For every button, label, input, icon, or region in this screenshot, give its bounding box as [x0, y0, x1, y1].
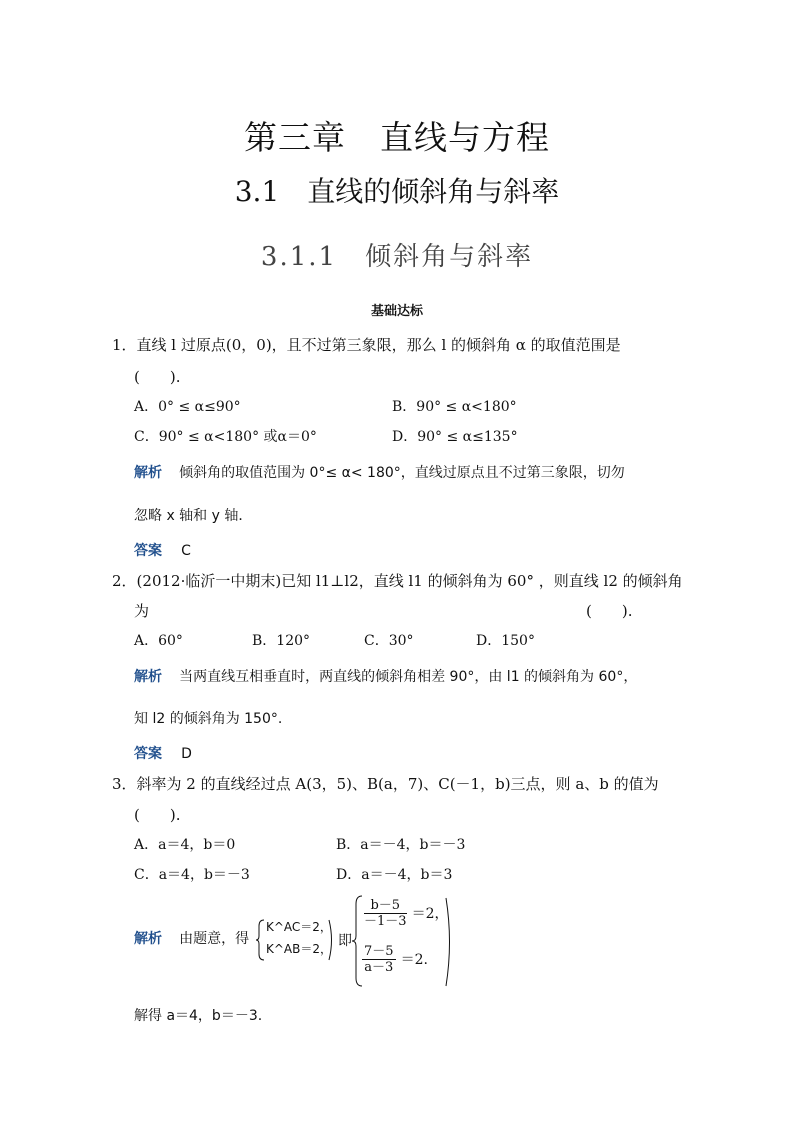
- q3-analysis: [134, 928, 249, 948]
- fraction-1: [364, 898, 407, 929]
- q2-analysis-line1: 当两直线互相垂直时，两直线的倾斜角相差 90°，由 l1 的倾斜角为 60°，: [179, 669, 638, 685]
- q2-option-c: C．30°: [364, 633, 414, 649]
- q3-stem-line1: 3．斜率为 2 的直线经过点 A(3，5)、B(a，7)、C(－1，b)三点，则 a、b 的值为: [112, 775, 659, 793]
- system1-left-brace: [256, 918, 266, 962]
- q1-option-c: C．90° ≤ α<180° 或α＝0°: [134, 429, 317, 445]
- analysis-label: 解析: [134, 931, 162, 947]
- system1-row2: K^AB＝2，: [266, 942, 333, 956]
- q1-option-d: D．90° ≤ α≤135°: [392, 429, 518, 445]
- q2-option-b: B．120°: [252, 633, 311, 649]
- q3-solution: 解得 a＝4，b＝－3.: [134, 1008, 263, 1024]
- q1-option-b: B．90° ≤ α<180°: [392, 399, 517, 415]
- fraction-1-rhs: ＝2，: [411, 906, 449, 922]
- analysis-label: 解析: [134, 465, 162, 481]
- fraction-1-denominator: －1－3: [364, 914, 407, 929]
- q1-stem-line1: 1．直线 l 过原点(0，0)，且不过第三象限，那么 l 的倾斜角 α 的取值范围是: [112, 336, 621, 354]
- subsection-title: 3.1.1 倾斜角与斜率: [260, 242, 534, 272]
- q1-analysis-line2: 忽略 x 轴和 y 轴．: [134, 508, 253, 524]
- section-title: 3.1 直线的倾斜角与斜率: [234, 175, 560, 208]
- q2-stem-line2: 为: [134, 602, 150, 620]
- q2-answer-value: D: [181, 746, 192, 762]
- q3-option-b: B．a＝－4，b＝－3: [336, 837, 466, 853]
- answer-label: 答案: [134, 543, 162, 559]
- analysis-label: 解析: [134, 669, 162, 685]
- fraction-2-rhs: ＝2.: [400, 952, 428, 968]
- chapter-title: 第三章 直线与方程: [244, 118, 550, 157]
- q3-stem-line2: ( ).: [134, 806, 181, 824]
- q2-option-a: A．60°: [134, 633, 183, 649]
- system2-row2: [362, 944, 428, 975]
- q1-analysis-line1: 倾斜角的取值范围为 0°≤ α< 180°，直线过原点且不过第三象限，切勿: [179, 465, 625, 481]
- q1-option-a: A．0° ≤ α≤90°: [134, 399, 241, 415]
- q1-answer: [134, 540, 191, 560]
- fraction-1-numerator: b－5: [364, 898, 407, 914]
- q1-stem-line2: ( ).: [134, 368, 181, 386]
- q1-answer-value: C: [181, 543, 191, 559]
- q2-analysis-line2: 知 l2 的倾斜角为 150°.: [134, 711, 283, 727]
- q3-option-c: C．a＝4，b＝－3: [134, 867, 250, 883]
- q2-answer: [134, 743, 192, 763]
- system2-right-paren: [444, 896, 454, 988]
- q2-stem-line1: 2．(2012·临沂一中期末)已知 l1⊥l2，直线 l1 的倾斜角为 60° ，则直线 l2 的倾斜角: [112, 572, 683, 590]
- answer-label: 答案: [134, 746, 162, 762]
- system2-row1: [364, 898, 449, 929]
- system1-right-paren: [328, 918, 336, 962]
- q2-option-d: D．150°: [476, 633, 535, 649]
- fraction-2-denominator: a－3: [364, 960, 394, 975]
- q1-analysis: [134, 462, 625, 482]
- q2-answer-blank: ( ).: [586, 602, 633, 620]
- fraction-2: [362, 944, 396, 975]
- q3-option-a: A．a＝4，b＝0: [134, 837, 236, 853]
- q3-analysis-intro: 由题意，得: [179, 931, 250, 947]
- q3-option-d: D．a＝－4，b＝3: [336, 867, 453, 883]
- fraction-2-numerator: 7－5: [364, 944, 394, 959]
- q2-analysis: [134, 666, 637, 686]
- system1-row1: K^AC＝2，: [266, 920, 332, 934]
- section-label: 基础达标: [370, 304, 423, 319]
- ji-connector: 即: [338, 933, 352, 949]
